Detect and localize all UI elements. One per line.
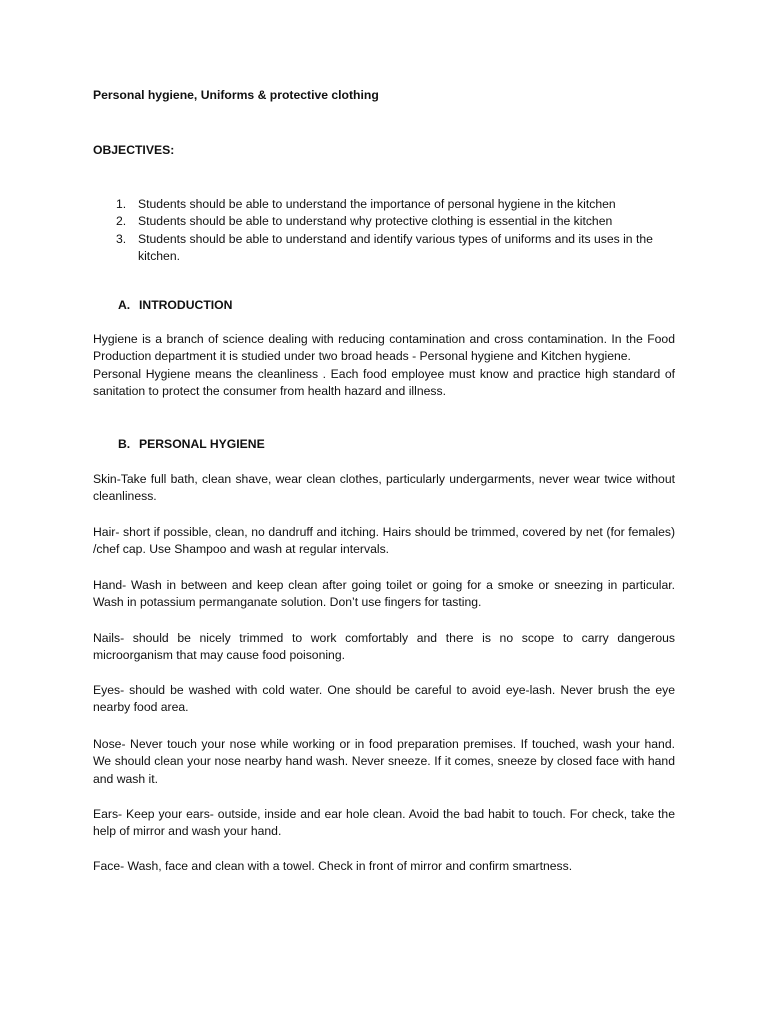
hygiene-item-eyes: Eyes- should be washed with cold water. One should be careful to avoid eye-lash. Never brush the eye nearby food area. [93, 683, 675, 715]
hygiene-item-nails: Nails- should be nicely trimmed to work comfortably and there is no scope to carry dangerous microorganism that may cause food poisoning. [93, 631, 675, 663]
document-title: Personal hygiene, Uniforms & protective clothing [93, 88, 379, 102]
objective-number: 1. [116, 197, 127, 211]
hygiene-item-nose: Nose- Never touch your nose while working or in food preparation premises. If touched, wash your hand. We should clean your nose nearby hand wash. Never sneeze. If it comes, sneeze by closed face with hand and wash it. [93, 737, 675, 786]
hygiene-item-hand: Hand- Wash in between and keep clean after going toilet or going for a smoke or sneezing in particular. Wash in potassium permanganate solution. Don’t use fingers for tasting. [93, 578, 675, 610]
section-b-title: PERSONAL HYGIENE [139, 437, 265, 451]
introduction-body [93, 331, 675, 400]
introduction-paragraph: Personal Hygiene means the cleanliness . Each food employee must know and practice high standard of sanitation to protect the consumer from health hazard and illness. [93, 366, 675, 398]
objective-item [93, 231, 675, 266]
hygiene-item-face: Face- Wash, face and clean with a towel. Check in front of mirror and confirm smartness. [93, 859, 573, 873]
objective-item [93, 196, 675, 213]
section-b-heading [118, 436, 265, 453]
objectives-list [93, 196, 675, 265]
objective-item [93, 213, 675, 230]
section-a-title: INTRODUCTION [139, 298, 233, 312]
objectives-heading: OBJECTIVES: [93, 143, 175, 157]
section-a-letter: A. [118, 298, 131, 312]
introduction-paragraph: Hygiene is a branch of science dealing with reducing contamination and cross contamination. In the Food Production department it is studied under two broad heads - Personal hygiene and Kitchen hygiene. [93, 332, 675, 364]
section-b-letter: B. [118, 437, 131, 451]
objective-number: 2. [116, 214, 127, 229]
hygiene-item-ears: Ears- Keep your ears- outside, inside and ear hole clean. Avoid the bad habit to touch. For check, take the help of mirror and wash your hand. [93, 807, 675, 839]
section-a-heading [118, 297, 232, 314]
hygiene-item-hair: Hair- short if possible, clean, no dandruff and itching. Hairs should be trimmed, covered by net (for females) /chef cap. Use Shampoo and wash at regular intervals. [93, 525, 675, 557]
objective-text: Students should be able to understand why protective clothing is essential in the kitchen [138, 214, 613, 229]
objective-number: 3. [116, 231, 127, 246]
hygiene-item-skin: Skin-Take full bath, clean shave, wear clean clothes, particularly undergarments, never wear twice without cleanliness. [93, 472, 675, 504]
objective-text: Students should be able to understand and identify various types of uniforms and its uses in the kitchen. [138, 231, 653, 263]
objective-text: Students should be able to understand the importance of personal hygiene in the kitchen [138, 197, 616, 211]
